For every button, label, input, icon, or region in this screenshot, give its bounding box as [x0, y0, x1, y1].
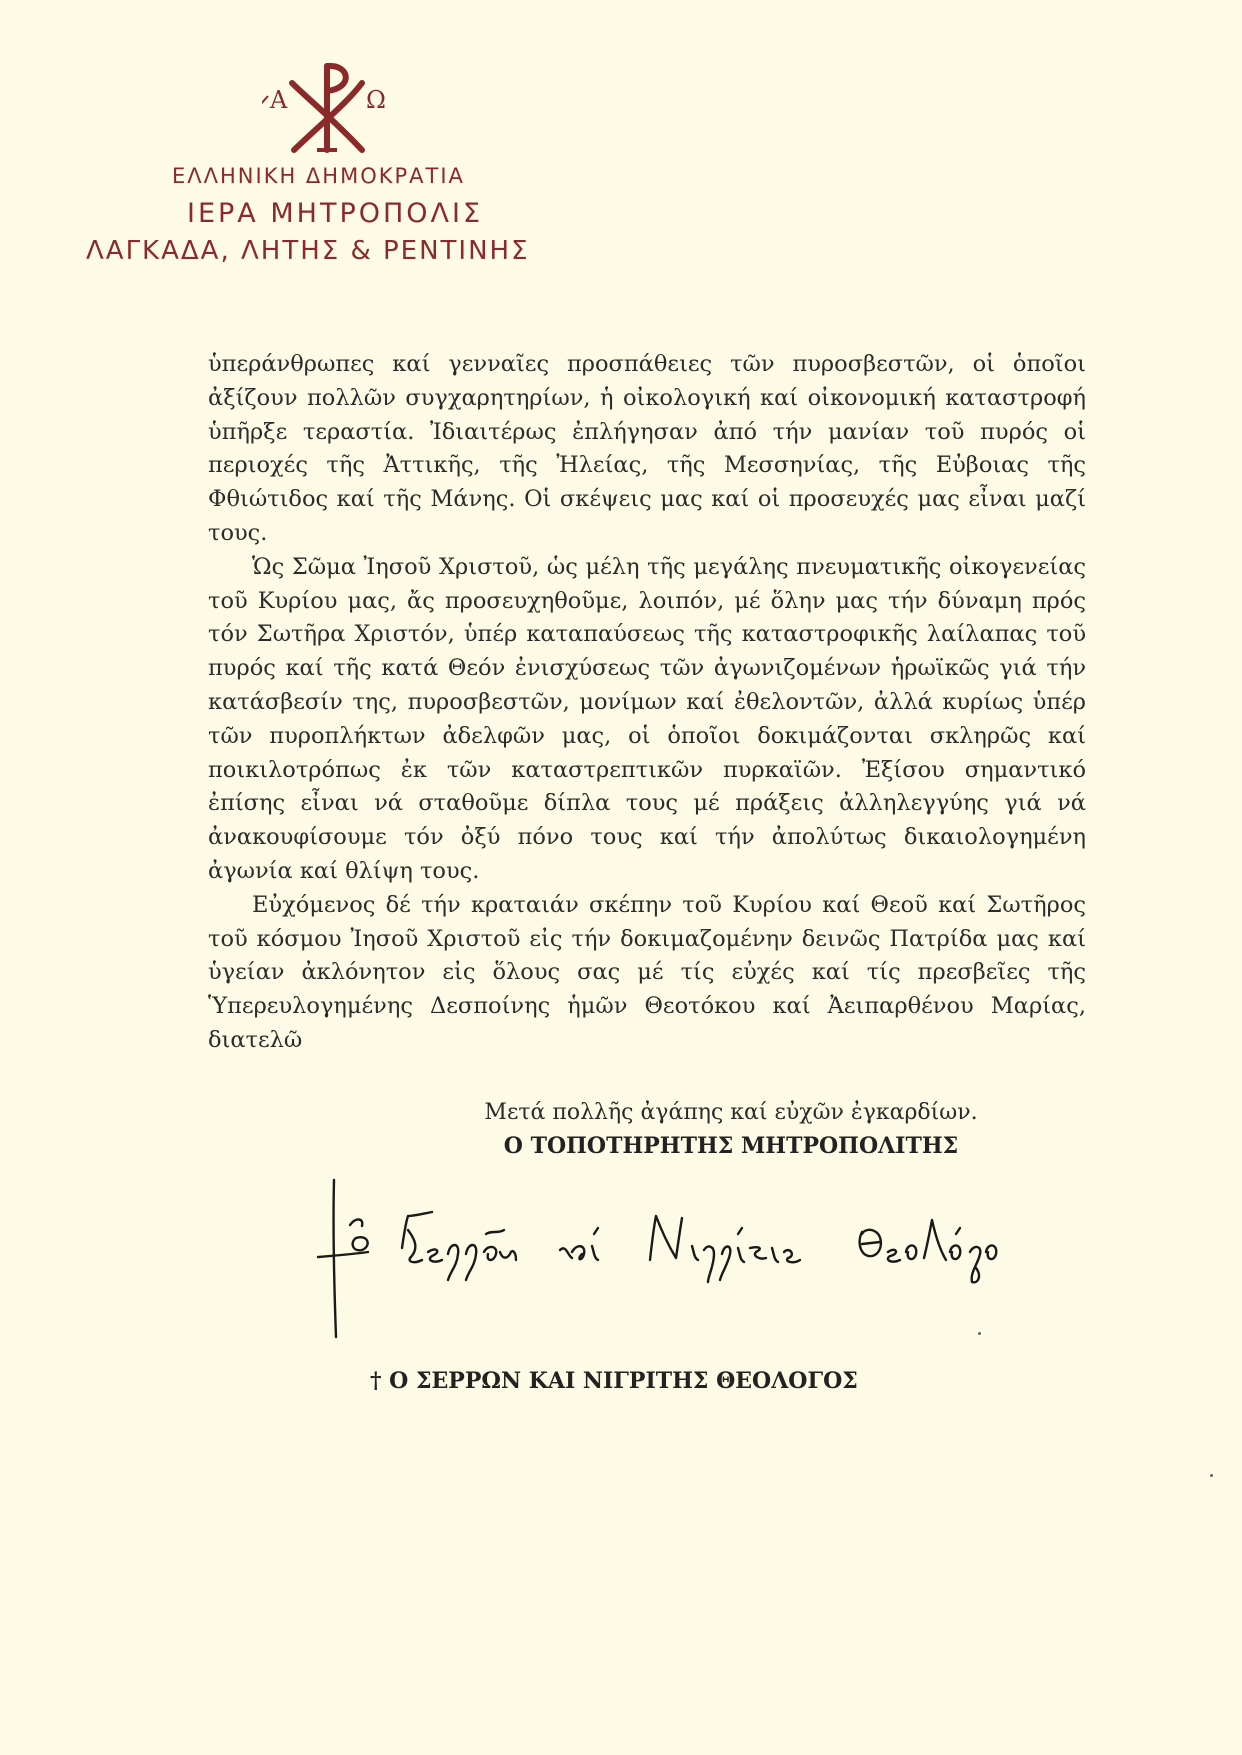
letterhead-diocese: ΛΑΓΚΑΔΑ, ΛΗΤΗΣ & ΡΕΝΤΙΝΗΣ [86, 236, 530, 266]
letterhead-metropolis: ΙΕΡΑ ΜΗΤΡΟΠΟΛΙΣ [187, 198, 484, 229]
closing-phrase: Μετά πολλῆς ἀγάπης καί εὐχῶν ἐγκαρδίων. [484, 1100, 978, 1125]
letter-body [208, 348, 1086, 1058]
paper-speck [978, 1332, 981, 1335]
handwritten-signature [310, 1172, 1000, 1342]
letterhead-country: ΕΛΛΗΝΙΚΗ ΔΗΜΟΚΡΑΤΙΑ [172, 164, 465, 188]
paragraph-3: Εὐχόμενος δέ τήν κραταιάν σκέπην τοῦ Κυρίου καί Θεοῦ καί Σωτῆρος τοῦ κόσμου Ἰησοῦ Χριστοῦ εἰς τήν δοκιμαζομένην δεινῶς Πατρίδα μας καί ὑγείαν ἀκλόνητον εἰς ὅλους σας μέ τίς εὐχές καί τίς πρεσβεῖες τῆς Ὑπερευλογημένης Δεσποίνης ἡμῶν Θεοτόκου καί Ἀειπαρθένου Μαρίας, διατελῶ [208, 891, 1086, 1053]
paper-speck [1210, 1474, 1213, 1477]
paragraph-1: ὑπεράνθρωπες καί γενναῖες προσπάθειες τῶν πυροσβεστῶν, οἱ ὁποῖοι ἀξίζουν πολλῶν συγχαρητηρίων, ἡ οἰκολογική καί οἰκονομική καταστροφή ὑπῆρξε τεραστία. Ἰδιαιτέρως ἐπλήγησαν ἀπό τήν μανίαν τοῦ πυρός οἱ περιοχές τῆς Ἀττικῆς, τῆς Ἠλείας, τῆς Μεσσηνίας, τῆς Εὐβοιας τῆς Φθιώτιδος καί τῆς Μάνης. Οἱ σκέψεις μας καί οἱ προσευχές μας εἶναι μαζί τους. [208, 351, 1086, 546]
omega-glyph: Ω [366, 86, 386, 114]
chi-rho-emblem-icon [262, 58, 412, 158]
alpha-glyph: Α [270, 86, 288, 114]
paragraph-2: Ὡς Σῶμα Ἰησοῦ Χριστοῦ, ὡς μέλη τῆς μεγάλης πνευματικῆς οἰκογενείας τοῦ Κυρίου μας, ἄς προσευχηθοῦμε, λοιπόν, μέ ὅλην μας τήν δύναμη πρός τόν Σωτῆρα Χριστόν, ὑπέρ καταπαύσεως τῆς καταστροφικῆς λαίλαπας τοῦ πυρός καί τῆς κατά Θεόν ἐνισχύσεως τῶν ἀγωνιζομένων ἡρωϊκῶς γιά τήν κατάσβεσίν της, πυροσβεστῶν, μονίμων καί ἐθελοντῶν, ἀλλά κυρίως ὑπέρ τῶν πυροπλήκτων ἀδελφῶν μας, οἱ ὁποῖοι δοκιμάζονται σκληρῶς καί ποικιλοτρόπως ἐκ τῶν καταστρεπτικῶν πυρκαϊῶν. Ἐξίσου σημαντικό ἐπίσης εἶναι νά σταθοῦμε δίπλα τους μέ πράξεις ἀλληλεγγύης γιά νά ἀνακουφίσουμε τόν ὀξύ πόνο τους καί τήν ἀπολύτως δικαιολογημένη ἀγωνία καί θλίψη τους. [208, 553, 1086, 884]
signatory-printed-name: † Ο ΣΕΡΡΩΝ ΚΑΙ ΝΙΓΡΙΤΗΣ ΘΕΟΛΟΓΟΣ [370, 1368, 858, 1394]
closing-title: Ο ΤΟΠΟΤΗΡΗΤΗΣ ΜΗΤΡΟΠΟΛΙΤΗΣ [503, 1133, 959, 1159]
